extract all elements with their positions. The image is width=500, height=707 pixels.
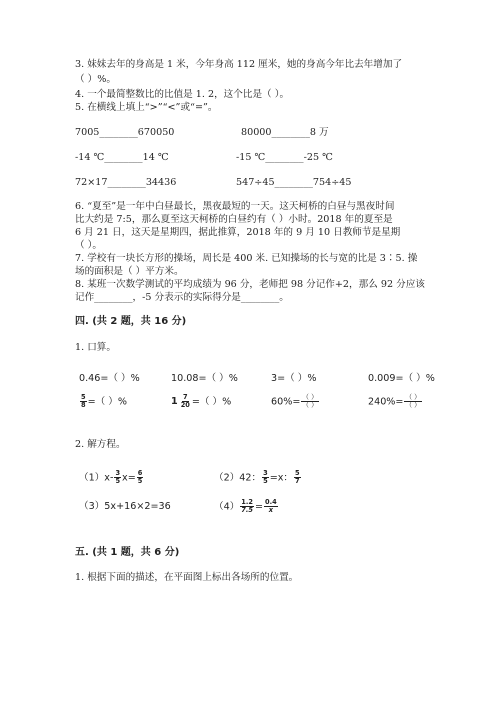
fraction-blank: $\frac{( )}{( )}$ (405, 393, 421, 409)
question-8-line-1: 8. 某班一次数学测试的平均成绩为 96 分，老师把 98 分记作+2，那么 92 分应该 (75, 279, 425, 290)
oral-calc-label: 1. 口算。 (75, 342, 116, 353)
compare-item-5: 72×17________34436 (75, 177, 177, 188)
oral-item-2: 10.08=（ ）% (171, 373, 238, 384)
section-5-heading: 五. (共 1 题，共 6 分) (75, 547, 180, 558)
fraction: $\frac{5}{8}$ (81, 393, 86, 409)
compare-item-3: -14 ℃________14 ℃ (75, 152, 169, 163)
equation-1: （1）x- $\frac{3}{5}$ x= $\frac{6}{5}$ (79, 469, 143, 485)
question-5-1: 1. 根据下面的描述，在平面图上标出各场所的位置。 (75, 572, 299, 583)
oral-item-8: 240%= $\frac{( )}{( )}$ (368, 393, 421, 409)
compare-item-2: 80000________8 万 (241, 127, 329, 138)
equation-2: （2）42： $\frac{3}{5}$ =x： $\frac{5}{7}$ (214, 469, 300, 485)
fraction: $\frac{1.2}{7.5}$ (241, 498, 253, 514)
compare-item-6: 547÷45________754÷45 (236, 177, 352, 188)
question-6-line-4: （ ）。 (75, 240, 103, 251)
fraction: $\frac{3}{5}$ (263, 469, 268, 485)
mixed-number: 1 $\frac{7}{20}$ (171, 393, 190, 409)
question-3-line-1: 3. 妹妹去年的身高是 1 米，今年身高 112 厘米，她的身高今年比去年增加了 (75, 59, 403, 70)
question-6-line-1: 6. “夏至”是一年中白昼最长，黑夜最短的一天。这天柯桥的白昼与黑夜时间 (75, 201, 395, 212)
question-7-line-1: 7. 学校有一块长方形的操场，周长是 400 米. 已知操场的长与宽的比是 3∶5. 操 (75, 253, 418, 264)
section-4-heading: 四. (共 2 题，共 16 分) (75, 316, 187, 327)
question-6-line-2: 比大约是 7:5，那么夏至这天柯桥的白昼约有（ ）小时。2018 年的夏至是 (75, 214, 393, 225)
question-4: 4. 一个最简整数比的比值是 1. 2，这个比是（ ）。 (75, 89, 290, 100)
oral-item-3: 3=（ ）% (271, 373, 317, 384)
equation-label: 2. 解方程。 (75, 439, 126, 450)
oral-item-7: 60%= $\frac{( )}{( )}$ (271, 393, 318, 409)
compare-item-4: -15 ℃________-25 ℃ (236, 152, 333, 163)
question-7-line-2: 场的面积是（ ）平方米。 (75, 266, 184, 277)
question-3-line-2: （ ）%。 (75, 74, 116, 85)
equation-4: （4） $\frac{1.2}{7.5}$ = $\frac{0.4}{x}$ (214, 498, 277, 514)
question-5: 5. 在横线上填上“>”“<”或“=”。 (75, 102, 218, 113)
fraction: $\frac{6}{5}$ (137, 469, 143, 485)
equation-3: （3）5x+16×2=36 (79, 501, 171, 512)
compare-item-1: 7005________670050 (75, 127, 175, 138)
fraction: $\frac{7}{20}$ (180, 393, 190, 409)
oral-item-4: 0.009=（ ）% (368, 373, 435, 384)
question-6-line-3: 6 月 21 日，这天是星期四，据此推算，2018 年的 9 月 10 日教师节是星期 (75, 227, 401, 238)
fraction: $\frac{5}{7}$ (295, 469, 300, 485)
fraction: $\frac{0.4}{x}$ (265, 498, 277, 514)
oral-item-1: 0.46=（ ）% (79, 373, 140, 384)
oral-item-6: 1 $\frac{7}{20}$ =（ ）% (171, 393, 232, 409)
question-8-line-2: 记作________，-5 分表示的实际得分是________。 (75, 292, 289, 303)
fraction: $\frac{3}{5}$ (115, 469, 121, 485)
oral-item-5: $\frac{5}{8}$ =（ ）% (81, 393, 127, 409)
fraction-blank: $\frac{( )}{( )}$ (302, 393, 318, 409)
